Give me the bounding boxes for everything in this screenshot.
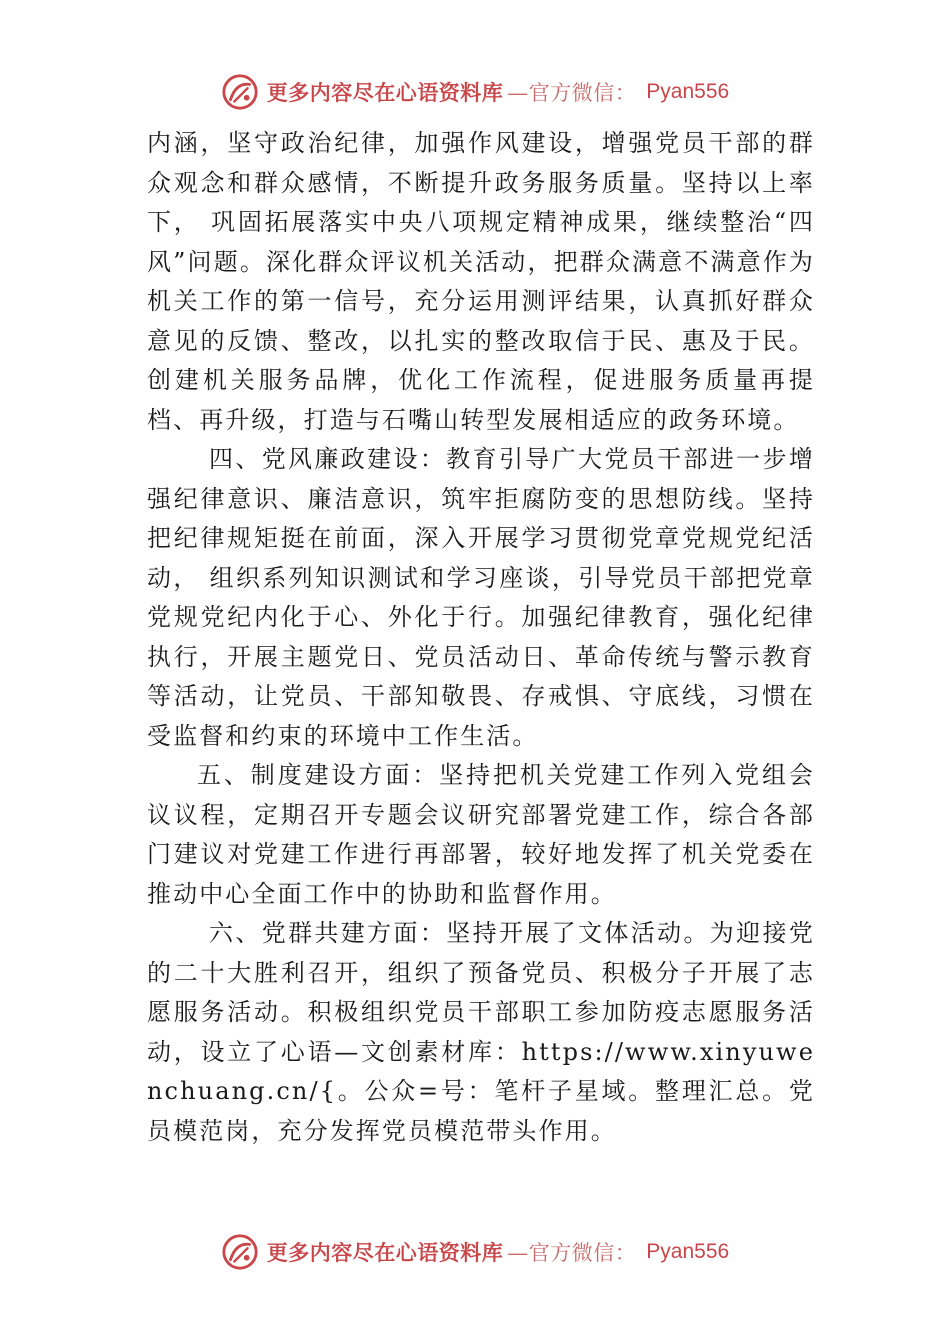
header-banner-title: 更多内容尽在心语资料库 <box>266 80 504 105</box>
header-banner-wechat-label: —官方微信： <box>507 81 637 105</box>
paragraph-section-4: 四、党风廉政建设：教育引导广大党员干部进一步增强纪律意识、廉洁意识，筑牢拒腐防变的思想防线。坚持把纪律规矩挺在前面，深入开展学习贯彻党章党规党纪活动， 组织系列知识测试和学习座谈，引导党员干部把党章党规党纪内化于心、外化于行。加强纪律教育，强化纪律执行，开展主题党日、党员活动日、革命传统与警示教育等活动，让党员、干部知敬畏、存戒惧、守底线，习惯在受监督和约束的环境中工作生活。 <box>147 445 815 750</box>
header-banner-account: Pyan556 <box>646 80 730 103</box>
footer-banner-wechat-label: —官方微信： <box>507 1241 637 1265</box>
brand-logo-icon <box>221 73 259 111</box>
paragraph-section-5: 五、制度建设方面：坚持把机关党建工作列入党组会议议程，定期召开专题会议研究部署党建工作，综合各部门建议对党建工作进行再部署，较好地发挥了机关党委在推动中心全面工作中的协助和监督作用。 <box>147 761 815 908</box>
footer-banner <box>0 1228 950 1276</box>
paragraph-continuation: 内涵，坚守政治纪律，加强作风建设，增强党员干部的群众观念和群众感情，不断提升政务服务质量。坚持以上率下， 巩固拓展落实中央八项规定精神成果，继续整治“四风”问题。深化群众评议机关活动，把群众满意不满意作为机关工作的第一信号，充分运用测评结果，认真抓好群众意见的反馈、整改，以扎实的整改取信于民、惠及于民。创建机关服务品牌，优化工作流程，促进服务质量再提档、再升级，打造与石嘴山转型发展相适应的政务环境。 <box>147 129 815 434</box>
header-banner <box>0 68 950 116</box>
footer-banner-account: Pyan556 <box>646 1240 730 1263</box>
paragraph-section-6: 六、党群共建方面：坚持开展了文体活动。为迎接党的二十大胜利召开，组织了预备党员、积极分子开展了志愿服务活动。积极组织党员干部职工参加防疫志愿服务活动，设立了心语—文创素材库：https://www.xinyuwenchuang.cn/{。公众=号：笔杆子星域。整理汇总。党员模范岗，充分发挥党员模范带头作用。 <box>147 919 815 1145</box>
brand-logo-icon <box>221 1233 259 1271</box>
document-body <box>147 124 815 1151</box>
footer-banner-title: 更多内容尽在心语资料库 <box>266 1240 504 1265</box>
